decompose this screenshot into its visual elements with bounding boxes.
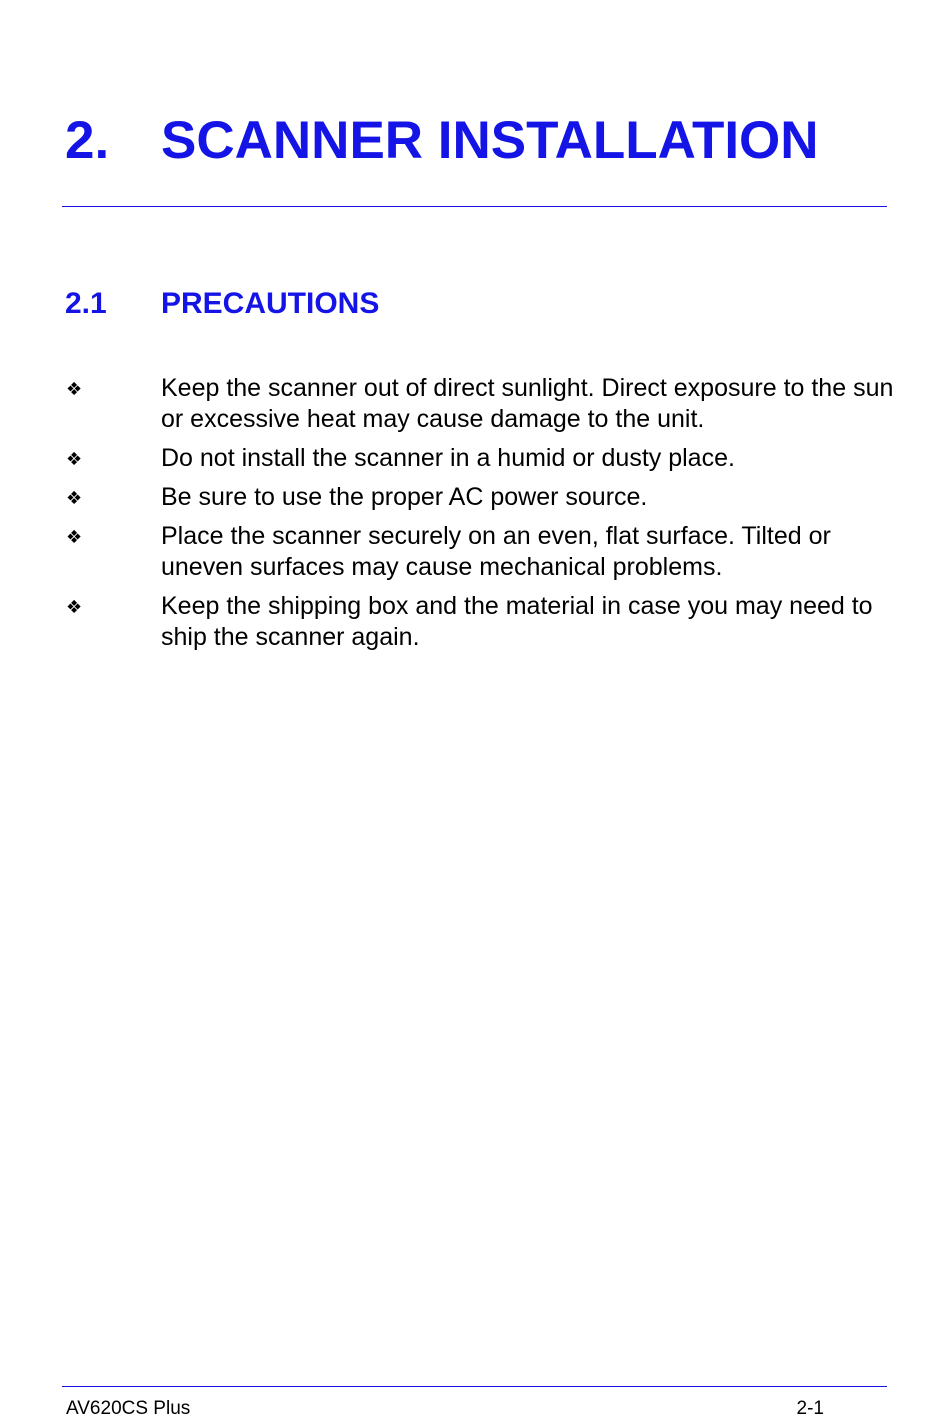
- diamond-bullet-icon: ❖: [66, 597, 83, 617]
- list-item: [0, 443, 950, 474]
- section-title-text: PRECAUTIONS: [161, 287, 380, 320]
- list-item-text: Do not install the scanner in a humid or dusty place.: [161, 444, 735, 472]
- list-item: [0, 521, 950, 583]
- diamond-bullet-icon: ❖: [66, 527, 83, 547]
- footer-product-name: AV620CS Plus: [66, 1398, 191, 1419]
- list-item: [0, 373, 950, 435]
- diamond-bullet-icon: ❖: [66, 488, 83, 508]
- header-divider: [62, 206, 887, 207]
- chapter-number: 2.: [65, 111, 110, 170]
- diamond-bullet-icon: ❖: [66, 379, 83, 399]
- list-item-text: Keep the scanner out of direct sunlight. Direct exposure to the sun or excessive heat may cause damage to the unit.: [161, 374, 894, 433]
- list-item-text: Be sure to use the proper AC power source.: [161, 483, 648, 511]
- chapter-title-text: SCANNER INSTALLATION: [161, 111, 819, 170]
- section-number: 2.1: [65, 287, 107, 320]
- chapter-title: [65, 112, 819, 170]
- footer-divider: [62, 1386, 887, 1387]
- list-item: [0, 591, 950, 653]
- list-item-text: Place the scanner securely on an even, flat surface. Tilted or uneven surfaces may cause mechanical problems.: [161, 522, 831, 581]
- diamond-bullet-icon: ❖: [66, 449, 83, 469]
- section-title: [65, 287, 379, 320]
- list-item-text: Keep the shipping box and the material in case you may need to ship the scanner again.: [161, 592, 873, 651]
- footer-page-number: 2-1: [796, 1398, 824, 1419]
- list-item: [0, 482, 950, 513]
- precautions-list: [0, 373, 950, 661]
